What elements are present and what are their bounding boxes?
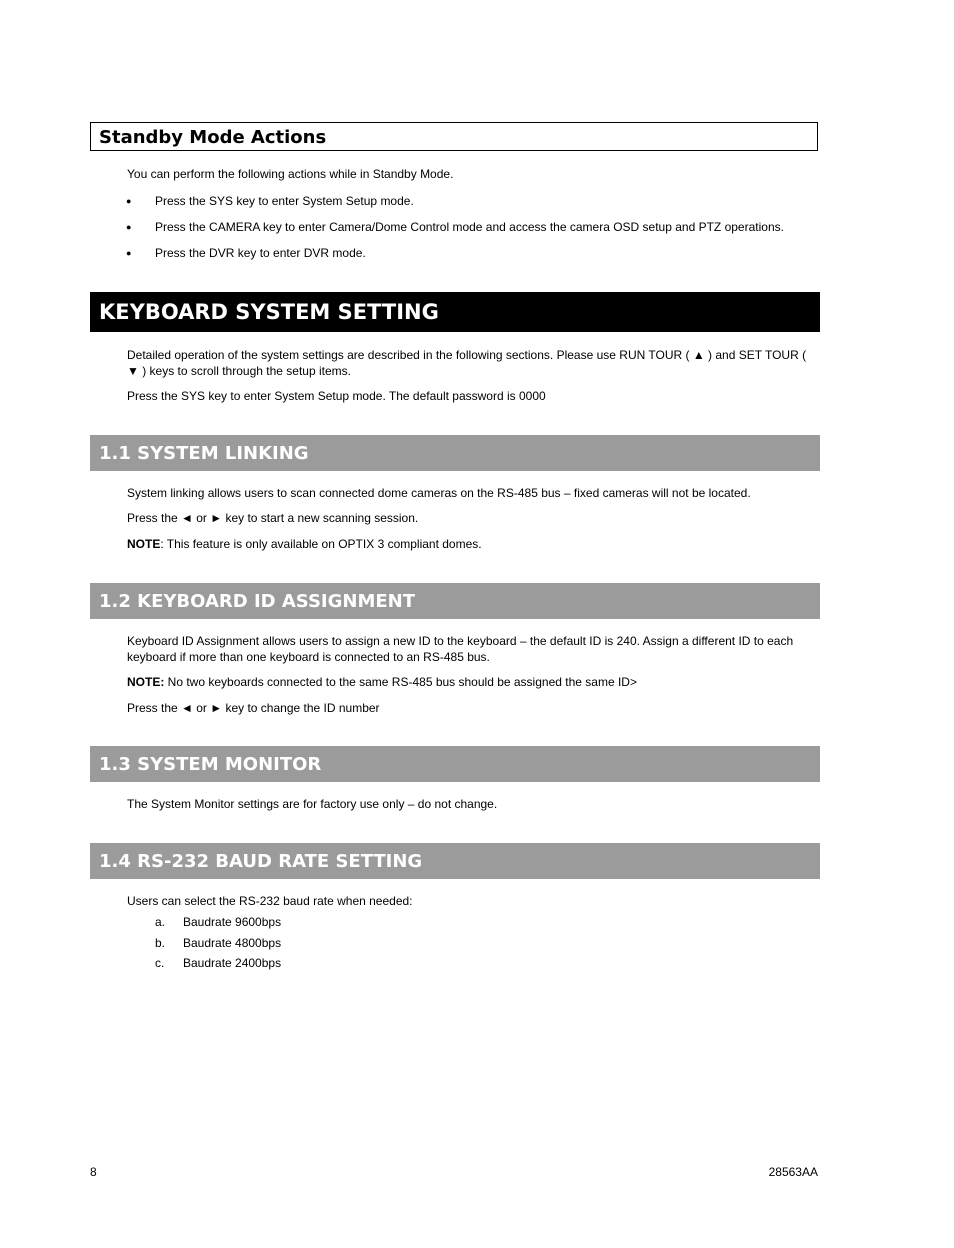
list-marker: a. [155, 915, 166, 929]
list-item: Baudrate 2400bps [183, 956, 282, 970]
keyboard-id-note [127, 674, 817, 690]
system-linking-para-1: System linking allows users to scan connected dome cameras on the RS-485 bus – fixed cameras will not be located. [127, 486, 751, 500]
note-label: NOTE [127, 537, 161, 551]
standby-heading: Standby Mode Actions [90, 122, 818, 151]
list-marker: c. [155, 956, 165, 970]
standby-bullet-2: Press the CAMERA key to enter Camera/Dome Control mode and access the camera OSD setup and PTZ operations. [155, 220, 784, 234]
keyboard-id-heading: 1.2 KEYBOARD ID ASSIGNMENT [90, 583, 820, 619]
note-text: No two keyboards connected to the same RS-485 bus should be assigned the same ID> [164, 675, 637, 689]
system-monitor-para-1: The System Monitor settings are for factory use only – do not change. [127, 797, 498, 811]
note-text: : This feature is only available on OPTIX 3 compliant domes. [160, 537, 482, 551]
baud-rate-heading: 1.4 RS-232 BAUD RATE SETTING [90, 843, 820, 879]
list-item: Baudrate 9600bps [183, 915, 282, 929]
bullet-icon: ● [126, 248, 132, 258]
document-code: 28563AA [768, 1165, 818, 1179]
baud-rate-intro: Users can select the RS-232 baud rate when needed: [127, 894, 413, 908]
bullet-icon: ● [126, 196, 132, 206]
keyboard-id-para-2: Press the ◄ or ► key to change the ID number [127, 701, 380, 715]
keyboard-setting-heading: KEYBOARD SYSTEM SETTING [90, 292, 820, 332]
standby-bullet-1: Press the SYS key to enter System Setup mode. [155, 194, 414, 208]
standby-intro: You can perform the following actions while in Standby Mode. [127, 167, 454, 181]
bullet-icon: ● [126, 222, 132, 232]
system-linking-note [127, 536, 817, 552]
keyboard-setting-para-2: Press the SYS key to enter System Setup mode. The default password is 0000 [127, 389, 546, 403]
keyboard-setting-para-1: Detailed operation of the system settings are described in the following sections. Please use RUN TOUR ( ▲ ) and SET TOUR ( ▼ ) keys to scroll through the setup items. [127, 348, 807, 378]
list-item: Baudrate 4800bps [183, 936, 282, 950]
system-monitor-heading: 1.3 SYSTEM MONITOR [90, 746, 820, 782]
list-marker: b. [155, 936, 166, 950]
standby-bullet-3: Press the DVR key to enter DVR mode. [155, 246, 366, 260]
system-linking-para-2: Press the ◄ or ► key to start a new scanning session. [127, 511, 419, 525]
note-label: NOTE: [127, 675, 165, 689]
keyboard-id-para-1: Keyboard ID Assignment allows users to assign a new ID to the keyboard – the default ID is 240. Assign a different ID to each keyboard if more than one keyboard is connected to an RS-485 bus. [127, 634, 794, 664]
page-number: 8 [90, 1165, 97, 1179]
system-linking-heading: 1.1 SYSTEM LINKING [90, 435, 820, 471]
